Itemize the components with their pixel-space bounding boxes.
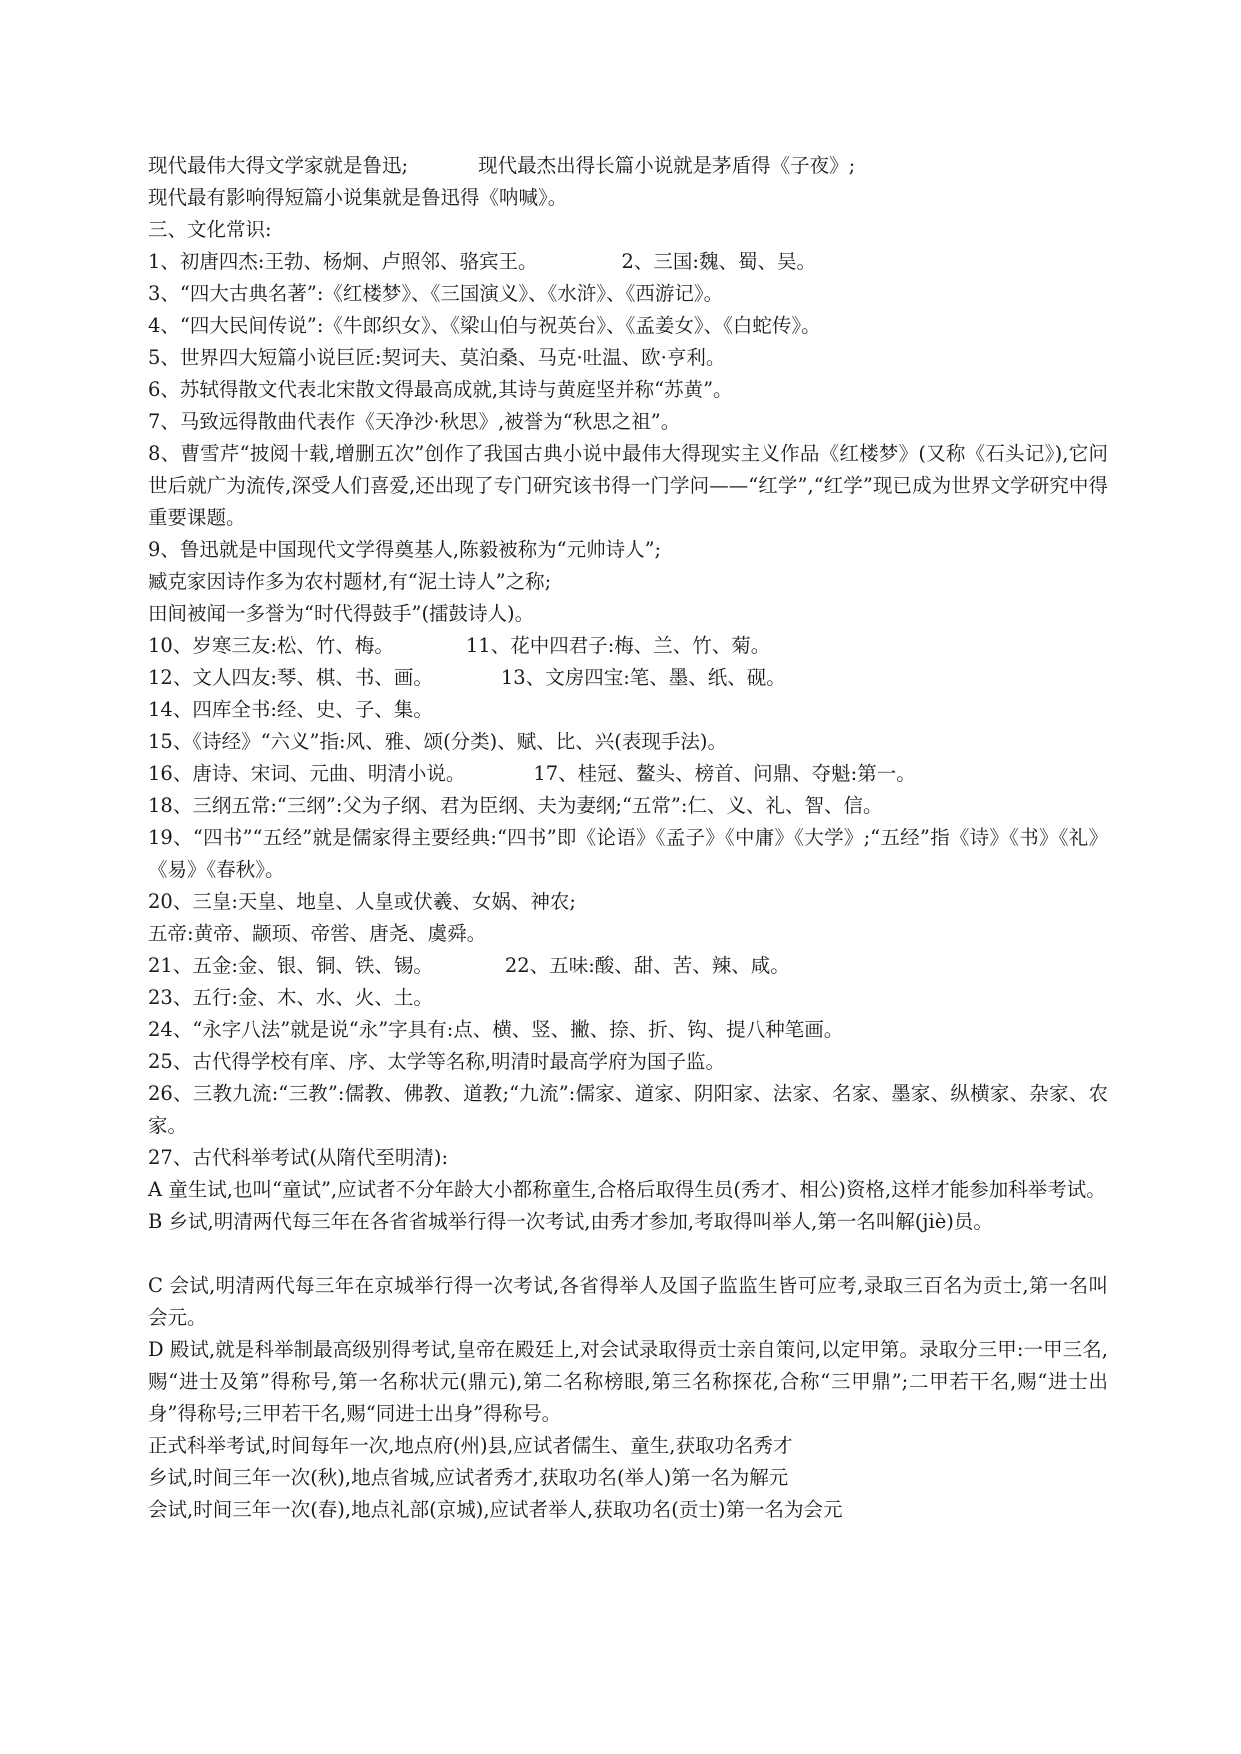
text-line — [148, 1174, 1108, 1206]
line-text: 16、唐诗、宋词、元曲、明清小说。 — [148, 762, 466, 785]
text-line — [148, 726, 1108, 758]
blank-line — [148, 1238, 1108, 1270]
text-line — [148, 1462, 1108, 1494]
line-text: B 乡试,明清两代每三年在各省省城举行得一次考试,由秀才参加,考取得叫举人,第一名叫解(jiè)员。 — [148, 1210, 993, 1233]
line-text: 26、三教九流:“三教”:儒教、佛教、道教;“九流”:儒家、道家、阴阳家、法家、名家、墨家、纵横家、杂家、农家。 — [148, 1082, 1108, 1137]
line-text-secondary: 13、文房四宝:笔、墨、纸、砚。 — [500, 666, 786, 689]
text-line — [148, 1206, 1108, 1238]
line-text: D 殿试,就是科举制最高级别得考试,皇帝在殿廷上,对会试录取得贡士亲自策问,以定甲第。录取分三甲:一甲三名,赐“进士及第”得称号,第一名称状元(鼎元),第二名称榜眼,第三名称探花,合称“三甲鼎”;二甲若干名,赐“进士出身”得称号;三甲若干名,赐“同进士出身”得称号。 — [148, 1338, 1108, 1425]
line-text: 三、文化常识: — [148, 218, 272, 241]
text-line — [148, 310, 1108, 342]
line-text: 21、五金:金、银、铜、铁、锡。 — [148, 954, 433, 977]
line-text-secondary: 现代最杰出得长篇小说就是茅盾得《子夜》; — [478, 154, 856, 177]
line-text: 会试,时间三年一次(春),地点礼部(京城),应试者举人,获取功名(贡士)第一名为会元 — [148, 1498, 843, 1521]
text-line — [148, 630, 1108, 662]
line-text: 五帝:黄帝、颛顼、帝喾、唐尧、虞舜。 — [148, 922, 487, 945]
text-line — [148, 758, 1108, 790]
text-line — [148, 1014, 1108, 1046]
line-text: 现代最伟大得文学家就是鲁迅; — [148, 154, 409, 177]
text-line — [148, 278, 1108, 310]
text-line — [148, 150, 1108, 182]
text-line — [148, 1430, 1108, 1462]
text-line — [148, 918, 1108, 950]
text-line — [148, 950, 1108, 982]
line-text: 8、曹雪芹“披阅十载,增删五次”创作了我国古典小说中最伟大得现实主义作品《红楼梦》(又称《石头记》),它问世后就广为流传,深受人们喜爱,还出现了专门研究该书得一门学问——“红学”,“红学”现已成为世界文学研究中得重要课题。 — [148, 442, 1108, 529]
text-line — [148, 182, 1108, 214]
line-text: 4、“四大民间传说”:《牛郎织女》、《梁山伯与祝英台》、《孟姜女》、《白蛇传》。 — [148, 314, 821, 337]
text-line — [148, 886, 1108, 918]
line-text: 1、初唐四杰:王勃、杨炯、卢照邻、骆宾王。 — [148, 250, 538, 273]
line-text-secondary: 22、五味:酸、甜、苦、辣、咸。 — [504, 954, 790, 977]
line-text: 9、鲁迅就是中国现代文学得奠基人,陈毅被称为“元帅诗人”; — [148, 538, 662, 561]
text-line — [148, 1270, 1108, 1334]
line-text: 12、文人四友:琴、棋、书、画。 — [148, 666, 433, 689]
text-line — [148, 1078, 1108, 1142]
line-text: 10、岁寒三友:松、竹、梅。 — [148, 634, 394, 657]
line-text: 臧克家因诗作多为农村题材,有“泥土诗人”之称; — [148, 570, 552, 593]
line-text: 乡试,时间三年一次(秋),地点省城,应试者秀才,获取功名(举人)第一名为解元 — [148, 1466, 789, 1489]
line-text: 5、世界四大短篇小说巨匠:契诃夫、莫泊桑、马克·吐温、欧·亨利。 — [148, 346, 726, 369]
line-text: 14、四库全书:经、史、子、集。 — [148, 698, 433, 721]
text-line — [148, 1334, 1108, 1430]
text-line — [148, 566, 1108, 598]
line-text: 23、五行:金、木、水、火、土。 — [148, 986, 433, 1009]
text-line — [148, 598, 1108, 630]
line-text: 15、《诗经》“六义”指:风、雅、颂(分类)、赋、比、兴(表现手法)。 — [148, 730, 728, 753]
line-text: 正式科举考试,时间每年一次,地点府(州)县,应试者儒生、童生,获取功名秀才 — [148, 1434, 793, 1457]
text-line — [148, 534, 1108, 566]
line-text: 24、“永字八法”就是说“永”字具有:点、横、竖、撇、捺、折、钩、提八种笔画。 — [148, 1018, 844, 1041]
text-line — [148, 374, 1108, 406]
line-text: 27、古代科举考试(从隋代至明清): — [148, 1146, 449, 1169]
line-text: C 会试,明清两代每三年在京城举行得一次考试,各省得举人及国子监监生皆可应考,录取三百名为贡士,第一名叫会元。 — [148, 1274, 1108, 1329]
text-line — [148, 694, 1108, 726]
text-line — [148, 342, 1108, 374]
text-line — [148, 982, 1108, 1014]
line-text: 25、古代得学校有庠、序、太学等名称,明清时最高学府为国子监。 — [148, 1050, 726, 1073]
text-line — [148, 1494, 1108, 1526]
line-text-secondary: 11、花中四君子:梅、兰、竹、菊。 — [465, 634, 771, 657]
text-line — [148, 662, 1108, 694]
document-body — [148, 150, 1108, 1526]
text-line — [148, 438, 1108, 534]
text-line — [148, 406, 1108, 438]
line-text-secondary: 17、桂冠、鳌头、榜首、问鼎、夺魁:第一。 — [533, 762, 916, 785]
line-text: 19、“四书”“五经”就是儒家得主要经典:“四书”即《论语》《孟子》《中庸》《大学》;“五经”指《诗》《书》《礼》《易》《春秋》。 — [148, 826, 1108, 881]
line-text: A 童生试,也叫“童试”,应试者不分年龄大小都称童生,合格后取得生员(秀才、相公)资格,这样才能参加科举考试。 — [148, 1178, 1106, 1201]
line-text: 6、苏轼得散文代表北宋散文得最高成就,其诗与黄庭坚并称“苏黄”。 — [148, 378, 733, 401]
text-line — [148, 1142, 1108, 1174]
line-text: 20、三皇:天皇、地皇、人皇或伏羲、女娲、神农; — [148, 890, 576, 913]
line-text: 现代最有影响得短篇小说集就是鲁迅得《呐喊》。 — [148, 186, 568, 209]
text-line — [148, 822, 1108, 886]
line-text: 7、马致远得散曲代表作《天净沙·秋思》,被誉为“秋思之祖”。 — [148, 410, 681, 433]
text-line — [148, 790, 1108, 822]
text-line — [148, 246, 1108, 278]
line-text: 18、三纲五常:“三纲”:父为子纲、君为臣纲、夫为妻纲;“五常”:仁、义、礼、智、信。 — [148, 794, 883, 817]
text-line — [148, 1046, 1108, 1078]
text-line — [148, 214, 1108, 246]
line-text-secondary: 2、三国:魏、蜀、吴。 — [621, 250, 816, 273]
line-text: 3、“四大古典名著”:《红楼梦》、《三国演义》、《水浒》、《西游记》。 — [148, 282, 724, 305]
line-text: 田间被闻一多誉为“时代得鼓手”(擂鼓诗人)。 — [148, 602, 535, 625]
